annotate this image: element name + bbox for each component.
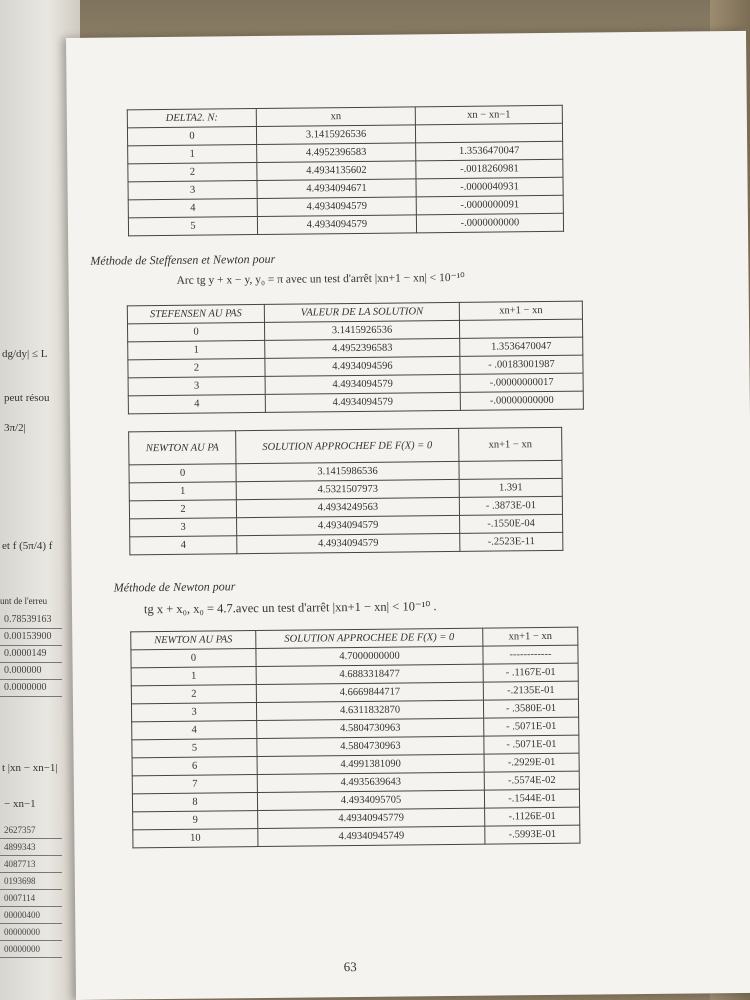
cell: 3.1415986536 (236, 461, 459, 481)
cell: -.1550E-04 (460, 514, 563, 533)
cell: 4.7000000000 (256, 646, 483, 666)
cell: -.5574E-02 (484, 771, 579, 790)
formula-steffensen: Arc tg y + x − y, y₀ = π avec un test d'arrêt |xn+1 − xn| < 10⁻¹⁰ (176, 271, 465, 287)
cell: 1.3536470047 (460, 337, 583, 356)
table-row (128, 213, 563, 236)
cell: 4 (132, 721, 257, 740)
cell: 10 (133, 829, 258, 848)
cell: 4.4934094579 (265, 392, 460, 412)
cell: 5 (132, 739, 257, 758)
edge-values-table (0, 612, 62, 697)
cell: -.0000000091 (416, 195, 563, 215)
cell: 4.4934094579 (257, 215, 416, 235)
cell (459, 460, 562, 479)
cell: 3 (128, 181, 257, 200)
column-header: xn+1 − xn (459, 427, 562, 461)
cell: 3.1415926536 (256, 125, 415, 145)
edge-value: 0.000000 (0, 663, 62, 680)
cell: 4.6669844717 (256, 682, 483, 702)
cell: 4.4934094579 (257, 197, 416, 217)
column-header: STEFENSEN AU PAS (127, 304, 264, 323)
cell: 6 (132, 757, 257, 776)
cell: 4.4952396583 (265, 338, 460, 358)
column-header: xn+1 − xn (459, 301, 582, 320)
formula-newton: tg x + x₀, x₀ = 4.7.avec un test d'arrêt |xn+1 − xn| < 10⁻¹⁰ . (143, 599, 437, 617)
cell: 1.3536470047 (416, 141, 563, 161)
cell: 2 (128, 358, 265, 377)
cell: 4.4952396583 (257, 143, 416, 163)
cell: 0 (127, 127, 256, 146)
cell: 2 (129, 500, 236, 519)
cell: ------------ (483, 645, 578, 664)
column-header: NEWTON AU PAS (131, 631, 256, 650)
cell: -.0018260981 (416, 159, 563, 179)
column-header: VALEUR DE LA SOLUTION (264, 302, 459, 322)
section-title-newton: Méthode de Newton pour (113, 579, 236, 595)
cell: -.5993E-01 (485, 825, 580, 844)
table-header-row (129, 427, 562, 465)
cell: 4.4991381090 (257, 754, 484, 774)
cell: 4.4934094579 (237, 533, 460, 553)
edge-value: 0.0000149 (0, 646, 62, 663)
edge-etf-text: et f (5π/4) f (2, 540, 53, 552)
cell (415, 123, 562, 143)
edge-value: 0.00153900 (0, 629, 62, 646)
table-steffensen (127, 301, 584, 415)
edge-value: 4087713 (0, 856, 62, 873)
cell: 4.4935639643 (257, 772, 484, 792)
cell: - .1167E-01 (483, 663, 578, 682)
edge-peut-text: peut résou (4, 392, 50, 404)
edge-value: 0.78539163 (0, 612, 62, 629)
cell: 4.49340945749 (258, 826, 485, 846)
edge-minus-text: − xn−1 (4, 798, 36, 810)
edge-bottom-values (0, 822, 62, 958)
cell: 2 (128, 163, 257, 182)
cell: -.0000000000 (416, 213, 563, 233)
cell: 4.4934249563 (236, 497, 459, 517)
cell: 9 (133, 811, 258, 830)
table-newton-2 (130, 627, 580, 849)
edge-value: 00000000 (0, 941, 62, 958)
cell: 8 (132, 793, 257, 812)
cell: 7 (132, 775, 257, 794)
cell: 0 (127, 322, 264, 341)
cell: -.2135E-01 (483, 681, 578, 700)
cell: - .5071E-01 (484, 717, 579, 736)
cell: 1 (128, 340, 265, 359)
column-header: DELTA2. N: (127, 109, 256, 128)
column-header: xn (256, 107, 415, 127)
cell: 4.4934135602 (257, 161, 416, 181)
cell: - .5071E-01 (484, 735, 579, 754)
edge-value: 0.0000000 (0, 680, 62, 697)
edge-value: 4899343 (0, 839, 62, 856)
cell: 4.5321507973 (236, 479, 459, 499)
edge-value: 2627357 (0, 822, 62, 839)
cell: 4.4934094671 (257, 179, 416, 199)
cell: 1 (129, 482, 236, 501)
cell: 2 (131, 685, 256, 704)
cell: 4 (128, 394, 265, 413)
table-row (130, 532, 563, 555)
cell: 0 (131, 649, 256, 668)
cell: 3 (128, 376, 265, 395)
column-header: xn − xn−1 (415, 105, 562, 125)
edge-value: 0193698 (0, 873, 62, 890)
cell: 4.4934094596 (265, 356, 460, 376)
cell: 4.6311832870 (256, 700, 483, 720)
column-header: xn+1 − xn (483, 627, 578, 646)
cell: 3 (131, 703, 256, 722)
cell: 1 (128, 145, 257, 164)
section-title-steffensen: Méthode de Steffensen et Newton pour (90, 251, 276, 268)
cell: 3.1415926536 (264, 320, 459, 340)
cell: -.2523E-11 (460, 532, 563, 551)
cell: 4 (130, 536, 237, 555)
cell: - .3873E-01 (459, 496, 562, 515)
cell: 5 (128, 217, 257, 236)
table-row (128, 391, 583, 414)
table-delta2 (127, 105, 564, 237)
cell: -.00000000017 (460, 373, 583, 392)
table-newton-1 (128, 427, 563, 556)
column-header: SOLUTION APPROCHEE DE F(X) = 0 (256, 628, 483, 648)
cell: 4.49340945779 (258, 808, 485, 828)
column-header: SOLUTION APPROCHEF DE F(X) = 0 (236, 428, 459, 463)
cell: -.1544E-01 (484, 789, 579, 808)
book-page (66, 31, 750, 1000)
edge-frac-text: 3π/2| (4, 422, 26, 434)
edge-value: 0007114 (0, 890, 62, 907)
cell: 1 (131, 667, 256, 686)
cell: 1.391 (459, 478, 562, 497)
cell: -.00000000000 (460, 391, 583, 410)
cell: 4.4934095705 (257, 790, 484, 810)
cell: 4.6883318477 (256, 664, 483, 684)
cell: 4.5804730963 (257, 736, 484, 756)
cell: -.2929E-01 (484, 753, 579, 772)
page-number: 63 (343, 959, 357, 975)
cell: 0 (129, 464, 236, 483)
cell: - .3580E-01 (483, 699, 578, 718)
edge-value: 00000000 (0, 924, 62, 941)
cell: -.1126E-01 (485, 807, 580, 826)
edge-abs-text: t |xn − xn−1| (2, 762, 58, 774)
cell: - .00183001987 (460, 355, 583, 374)
edge-value: 00000400 (0, 907, 62, 924)
column-header: NEWTON AU PA (129, 431, 236, 465)
table-row (133, 825, 580, 848)
cell: 4.5804730963 (257, 718, 484, 738)
cell: 3 (130, 518, 237, 537)
cell: 4.4934094579 (237, 515, 460, 535)
cell: 4 (128, 199, 257, 218)
cell (459, 319, 582, 338)
cell: 4.4934094579 (265, 374, 460, 394)
edge-bound-text: dg/dy| ≤ L (2, 348, 48, 360)
cell: -.0000040931 (416, 177, 563, 197)
edge-unt-text: unt de l'erreu (0, 596, 48, 606)
